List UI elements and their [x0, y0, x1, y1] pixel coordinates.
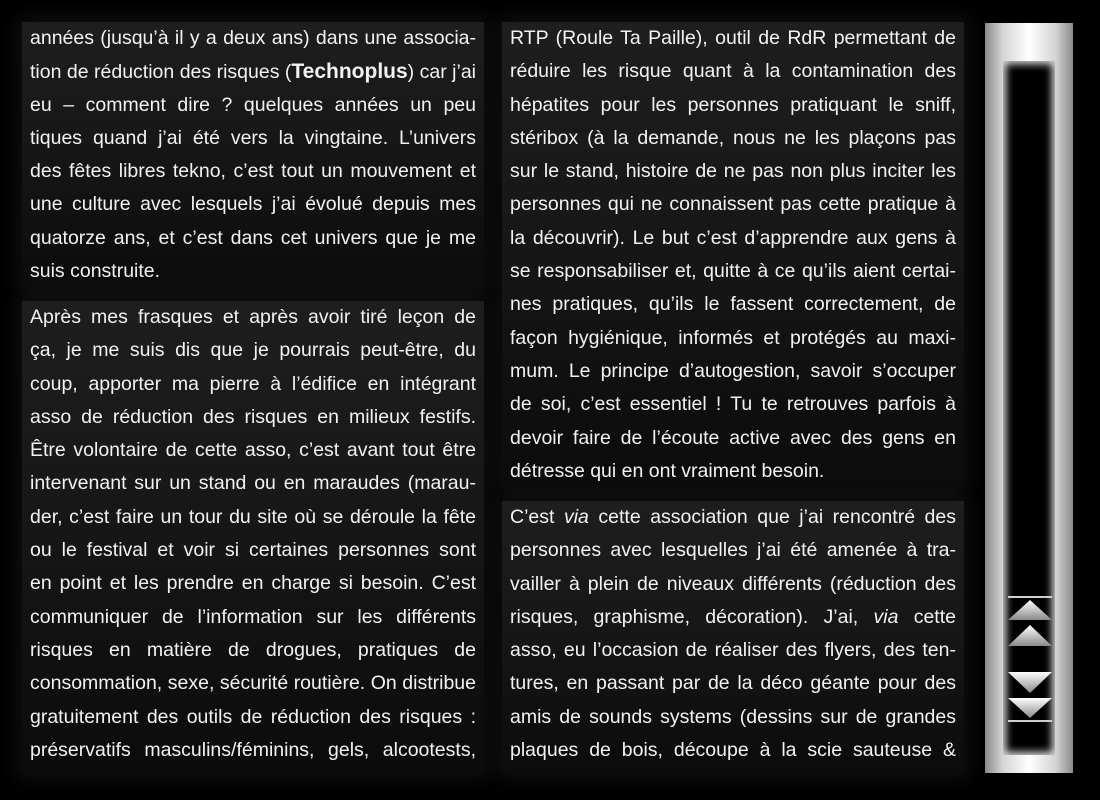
text-line: amis de sounds systems (dessins sur de grandes	[510, 705, 956, 728]
text-line: sur le stand, histoire de ne pas non plus inciter les	[510, 160, 956, 183]
scroll-panel	[985, 23, 1073, 773]
text-line: der, c’est faire un tour du site où se déroule la fête	[30, 505, 476, 528]
double-down-arrow-icon[interactable]	[1005, 696, 1055, 724]
left-paragraph-1	[22, 22, 484, 288]
text-line: nes pratiques, qu’ils le fassent correctement, de	[510, 293, 956, 316]
down-arrow-icon[interactable]	[1005, 668, 1055, 696]
text-line: consommation, sexe, sécurité routière. On distribue	[30, 672, 476, 695]
text-line: vailler à plein de niveaux différents (réduction des	[510, 572, 956, 595]
text-line: tures, en passant par de la déco géante pour des	[510, 672, 956, 695]
left-paragraph-2	[22, 301, 484, 774]
text-line: ça, je me suis dis que je pourrais peut-être, du	[30, 339, 476, 362]
double-up-arrow-icon[interactable]	[1005, 594, 1055, 622]
text-line: la découvrir). Le but c’est d’apprendre aux gens à	[510, 226, 956, 249]
text-line: asso de réduction des risques en milieux festifs.	[30, 405, 476, 428]
text-line: RTP (Roule Ta Paille), outil de RdR permettant de	[510, 27, 956, 49]
text-line: eu – comment dire ? quelques années un peu	[30, 93, 476, 116]
text-line: intervenant sur un stand ou en maraudes (marau-	[30, 472, 476, 495]
text-line: personnes qui ne connaissent pas cette pratique à	[510, 193, 956, 216]
text-line: personnes avec lesquelles j’ai été amenée à tra-	[510, 539, 956, 562]
text-line: C’est via cette association que j’ai rencontré des	[510, 506, 956, 528]
text-line: en point et les prendre en charge si besoin. C’est	[30, 572, 476, 595]
text-line: tiques quand j’ai été vers la vingtaine. L’univers	[30, 126, 476, 149]
text-line: années (jusqu’à il y a deux ans) dans une associa-	[30, 27, 476, 49]
text-line: une culture avec lesquels j’ai évolué depuis mes	[30, 193, 476, 216]
right-paragraph-1	[502, 22, 964, 487]
right-paragraph-2	[502, 501, 964, 774]
text-line: hépatites pour les personnes pratiquant le sniff,	[510, 93, 956, 116]
text-line: suis construite.	[30, 260, 161, 283]
text-line: tion de réduction des risques (Technoplus) car j’ai	[30, 60, 476, 84]
text-line: Après mes frasques et après avoir tiré leçon de	[30, 306, 476, 328]
text-line: des fêtes libres tekno, c’est tout un mouvement et	[30, 160, 476, 183]
text-line: stéribox (à la demande, nous ne les plaçons pas	[510, 126, 956, 149]
text-line: risques, graphisme, décoration). J’ai, via cette	[510, 605, 956, 628]
text-line: réduire les risque quant à la contamination des	[510, 60, 956, 83]
text-line: de soi, c’est essentiel ! Tu te retrouves parfois à	[510, 393, 956, 416]
text-line: quatorze ans, et c’est dans cet univers que je me	[30, 226, 476, 249]
scroll-track[interactable]	[1003, 61, 1055, 755]
text-line: communiquer de l’information sur les différents	[30, 605, 476, 628]
text-line: façon hygiénique, informés et protégés au maxi-	[510, 326, 956, 349]
text-line: risques en matière de drogues, pratiques de	[30, 638, 476, 661]
text-line: plaques de bois, découpe à la scie sauteuse &	[510, 739, 956, 762]
text-line: asso, eu l’occasion de réaliser des flyers, des ten-	[510, 639, 956, 662]
text-line: détresse qui en ont vraiment besoin.	[510, 459, 825, 482]
text-line: ou le festival et voir si certaines personnes sont	[30, 539, 476, 562]
text-line: préservatifs masculins/féminins, gels, alcootests,	[30, 738, 476, 761]
text-line: se responsabiliser et, quitte à ce qu’ils aient certai-	[510, 260, 956, 283]
text-line: gratuitement des outils de réduction des risques :	[30, 705, 476, 728]
text-line: devoir faire de l’écoute active avec des gens en	[510, 426, 956, 449]
up-arrow-icon[interactable]	[1005, 622, 1055, 650]
text-line: mum. Le principe d’autogestion, savoir s’occuper	[510, 359, 956, 382]
text-line: coup, apporter ma pierre à l’édifice en intégrant	[30, 372, 476, 395]
text-line: Être volontaire de cette asso, c’est avant tout être	[30, 439, 476, 462]
